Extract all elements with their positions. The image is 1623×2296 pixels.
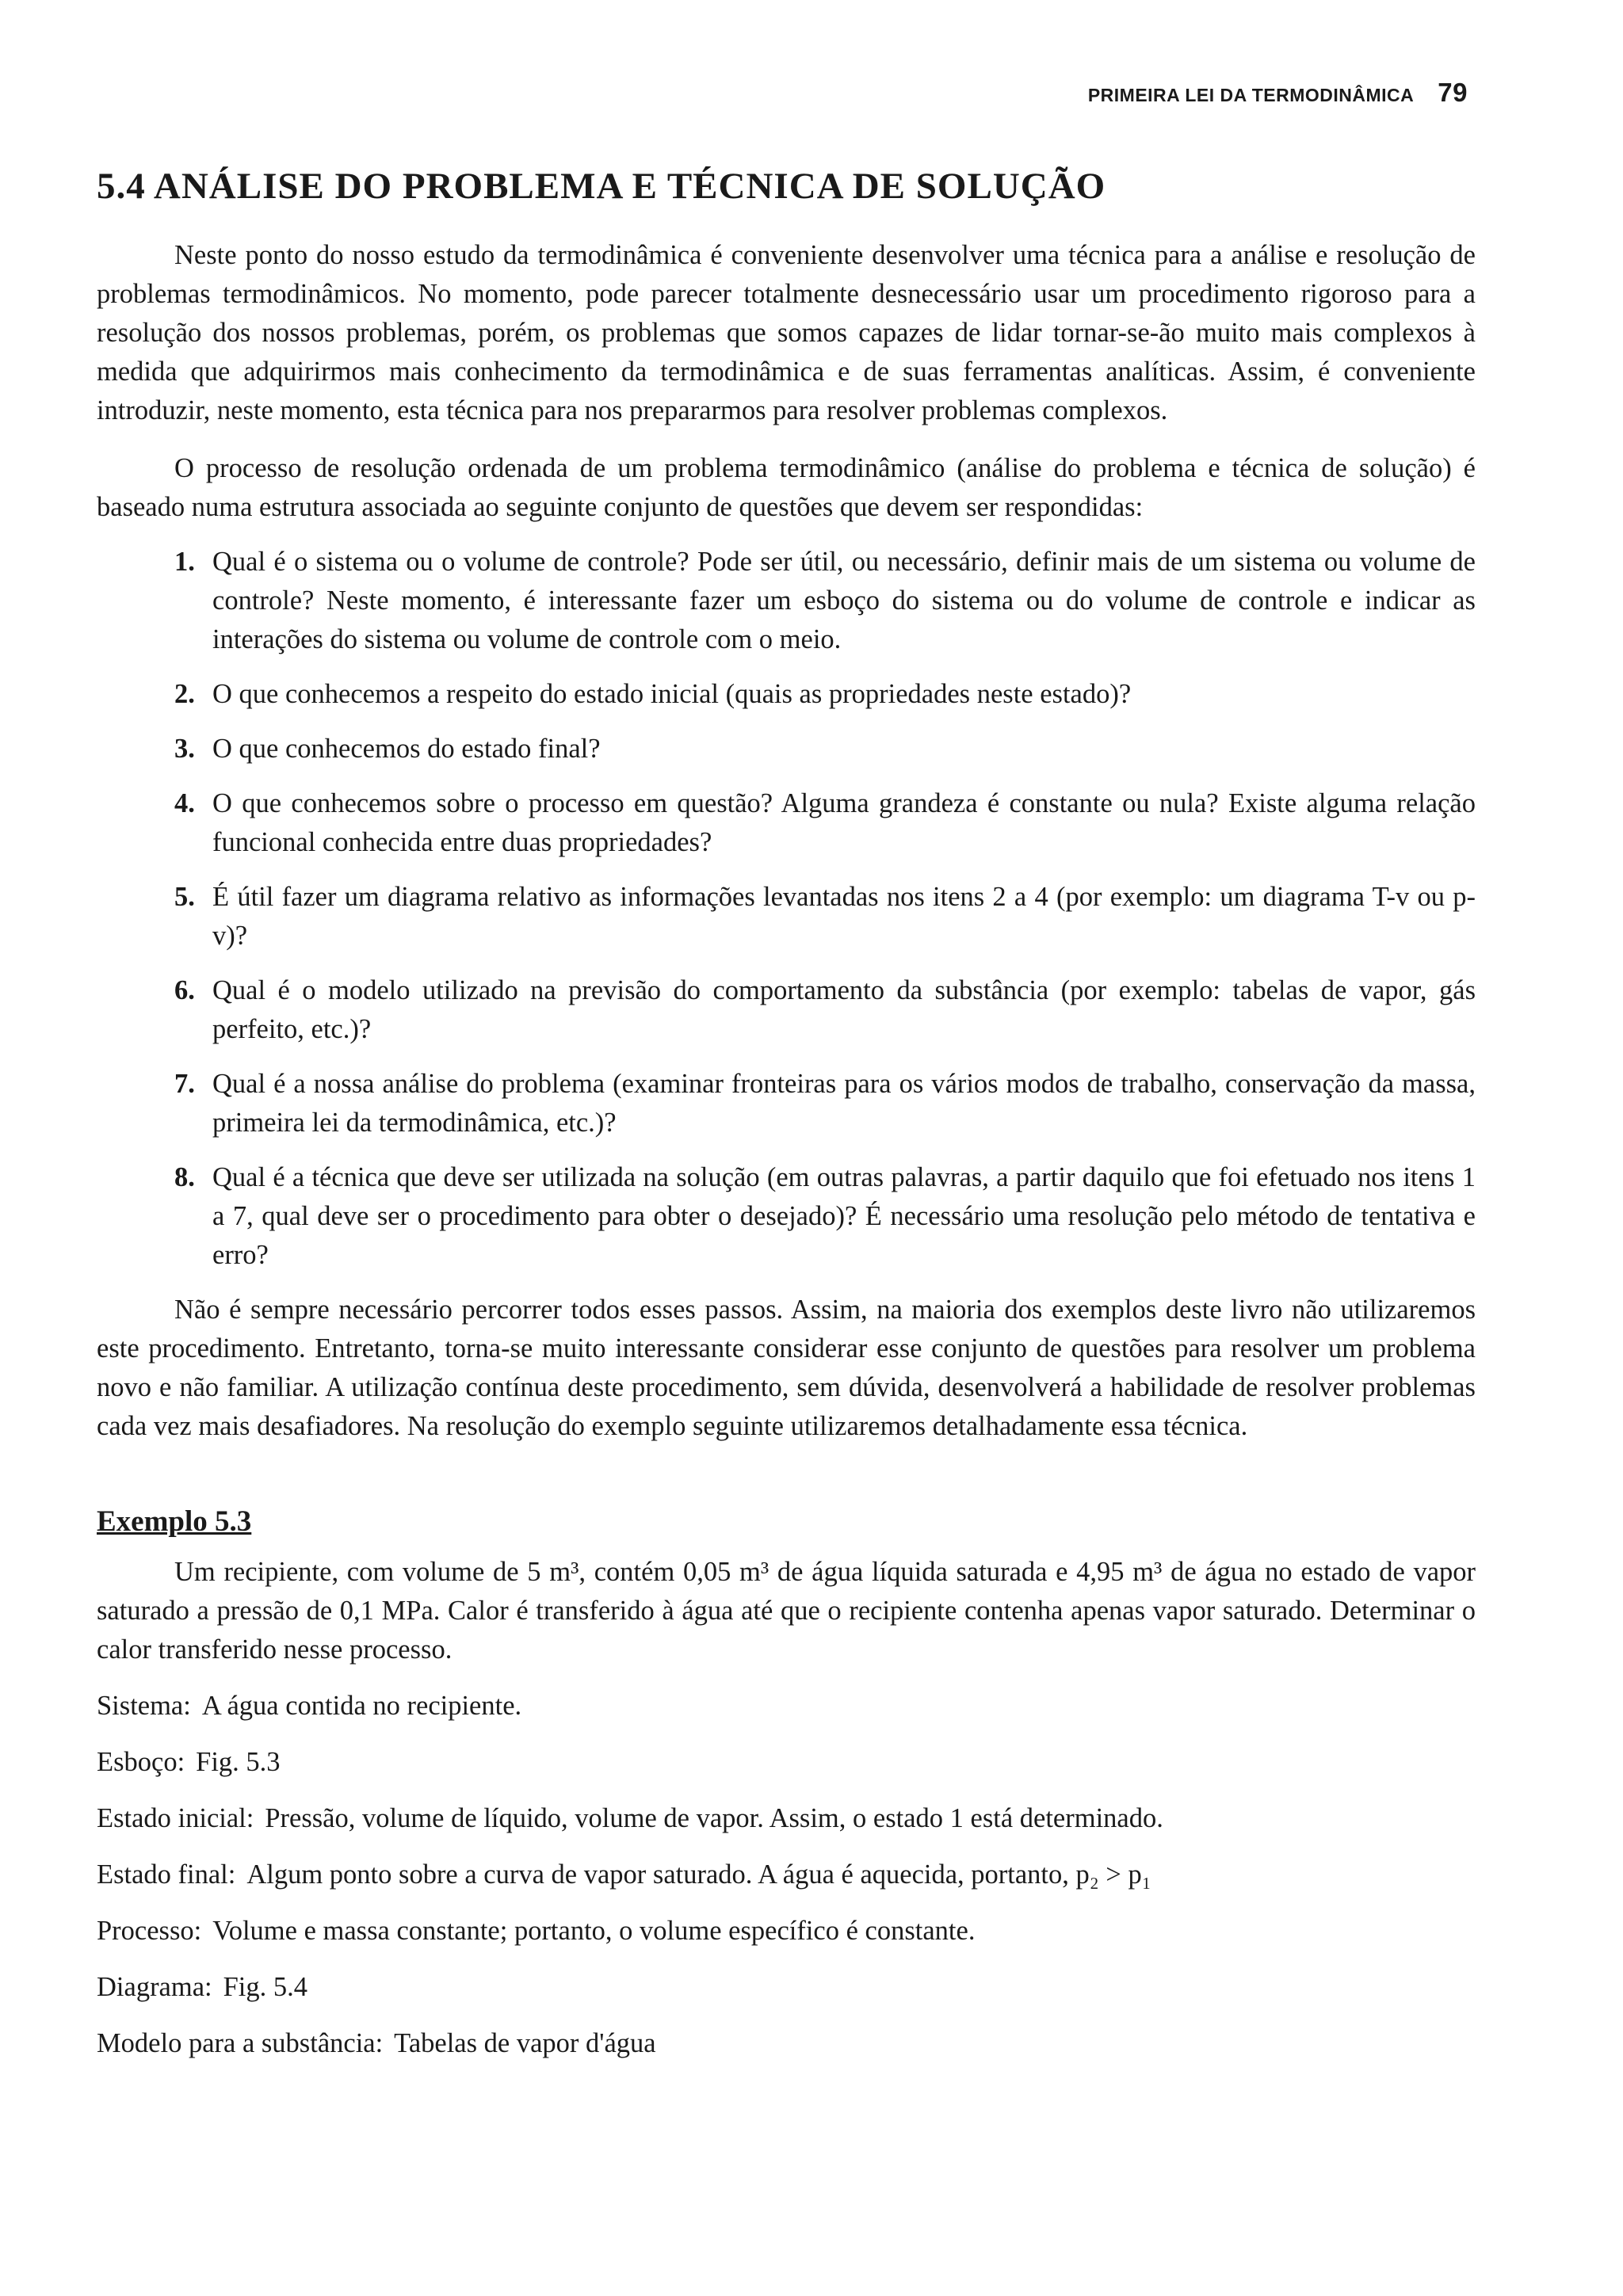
list-item	[97, 675, 1476, 714]
line-label: Sistema:	[97, 1691, 191, 1721]
line-label: Modelo para a substância:	[97, 2028, 384, 2058]
item-number: 4.	[174, 788, 195, 818]
item-number: 1.	[174, 547, 195, 577]
list-item	[97, 878, 1476, 955]
example-title: Exemplo 5.3	[97, 1505, 252, 1538]
item-number: 7.	[174, 1069, 195, 1099]
section-title: 5.4 ANÁLISE DO PROBLEMA E TÉCNICA DE SOLUÇÃO	[97, 166, 1106, 207]
line-text: Fig. 5.3	[196, 1747, 281, 1777]
line-label: Estado inicial:	[97, 1803, 254, 1833]
running-title: PRIMEIRA LEI DA TERMODINÂMICA	[1087, 85, 1415, 105]
question-list	[97, 543, 1476, 1275]
closing-paragraph: Não é sempre necessário percorrer todos esses passos. Assim, na maioria dos exemplos deste livro não utilizaremos este procedimento. Entretanto, torna-se muito interessante considerar esse conjunto de questões para resolver um problema novo e não familiar. A utilização contínua deste procedimento, sem dúvida, desenvolverá a habilidade de resolver problemas cada vez mais desafiadores. Na resolução do exemplo seguinte utilizaremos detalhadamente essa técnica.	[97, 1295, 1476, 1441]
example-diagram-line	[97, 1968, 1476, 2007]
example-initial-state-line	[97, 1799, 1476, 1838]
intro-paragraph: Neste ponto do nosso estudo da termodinâmica é conveniente desenvolver uma técnica para a análise e resolução de problemas termodinâmicos. No momento, pode parecer totalmente desnecessário usar um procedimento rigoroso para a resolução dos nossos problemas, porém, os problemas que somos capazes de lidar tornar-se-ão muito mais complexos à medida que adquirirmos mais conhecimento da termodinâmica e de suas ferramentas analíticas. Assim, é conveniente introduzir, neste momento, esta técnica para nos prepararmos para resolver problemas complexos.	[97, 240, 1476, 425]
item-text: Qual é o modelo utilizado na previsão do comportamento da substância (por exemplo: tabelas de vapor, gás perfeito, etc.)?	[212, 975, 1476, 1044]
item-text: Qual é o sistema ou o volume de controle? Pode ser útil, ou necessário, definir mais de um sistema ou volume de controle? Neste momento, é interessante fazer um esboço do sistema ou do volume de controle e indicar as interações do sistema ou volume de controle com o meio.	[212, 547, 1476, 654]
list-item	[97, 971, 1476, 1049]
example-system-line	[97, 1687, 1476, 1726]
list-item	[97, 1065, 1476, 1142]
item-number: 8.	[174, 1162, 195, 1192]
line-label: Processo:	[97, 1916, 202, 1946]
example-model-line	[97, 2024, 1476, 2063]
item-text: Qual é a técnica que deve ser utilizada na solução (em outras palavras, a partir daquilo que foi efetuado nos itens 1 a 7, qual deve ser o procedimento para obter o desejado)? É necessário uma resolução pelo método de tentativa e erro?	[212, 1162, 1476, 1270]
line-label: Esboço:	[97, 1747, 185, 1777]
item-number: 2.	[174, 679, 195, 709]
item-number: 3.	[174, 734, 195, 764]
item-number: 5.	[174, 882, 195, 912]
line-label: Diagrama:	[97, 1972, 212, 2002]
example-process-line	[97, 1912, 1476, 1951]
example-statement: Um recipiente, com volume de 5 m³, contém 0,05 m³ de água líquida saturada e 4,95 m³ de água no estado de vapor saturado a pressão de 0,1 MPa. Calor é transferido à água até que o recipiente contenha apenas vapor saturado. Determinar o calor transferido nesse processo.	[97, 1557, 1476, 1665]
item-text: Qual é a nossa análise do problema (examinar fronteiras para os vários modos de trabalho, conservação da massa, primeira lei da termodinâmica, etc.)?	[212, 1069, 1476, 1138]
line-text: Volume e massa constante; portanto, o volume específico é constante.	[212, 1916, 976, 1946]
line-text: Algum ponto sobre a curva de vapor saturado. A água é aquecida, portanto, p₂ > p₁	[246, 1859, 1151, 1890]
list-item	[97, 784, 1476, 862]
line-text: A água contida no recipiente.	[201, 1691, 522, 1721]
example-final-state-line	[97, 1855, 1476, 1894]
example-sketch-line	[97, 1743, 1476, 1782]
line-text: Tabelas de vapor d'água	[394, 2028, 656, 2058]
list-item	[97, 1158, 1476, 1275]
list-item	[97, 543, 1476, 659]
line-text: Pressão, volume de líquido, volume de vapor. Assim, o estado 1 está determinado.	[265, 1803, 1163, 1833]
page-content	[97, 165, 1476, 2063]
running-header	[1088, 78, 1468, 108]
page-number: 79	[1438, 78, 1468, 107]
item-text: É útil fazer um diagrama relativo as informações levantadas nos itens 2 a 4 (por exemplo: um diagrama T-v ou p-v)?	[212, 882, 1476, 951]
process-paragraph: O processo de resolução ordenada de um problema termodinâmico (análise do problema e técnica de solução) é baseado numa estrutura associada ao seguinte conjunto de questões que devem ser respondidas:	[97, 453, 1476, 522]
item-number: 6.	[174, 975, 195, 1005]
line-label: Estado final:	[97, 1859, 236, 1890]
item-text: O que conhecemos do estado final?	[212, 734, 601, 764]
item-text: O que conhecemos sobre o processo em questão? Alguma grandeza é constante ou nula? Existe alguma relação funcional conhecida entre duas propriedades?	[212, 788, 1476, 857]
list-item	[97, 730, 1476, 769]
item-text: O que conhecemos a respeito do estado inicial (quais as propriedades neste estado)?	[212, 679, 1132, 709]
line-text: Fig. 5.4	[223, 1972, 308, 2002]
